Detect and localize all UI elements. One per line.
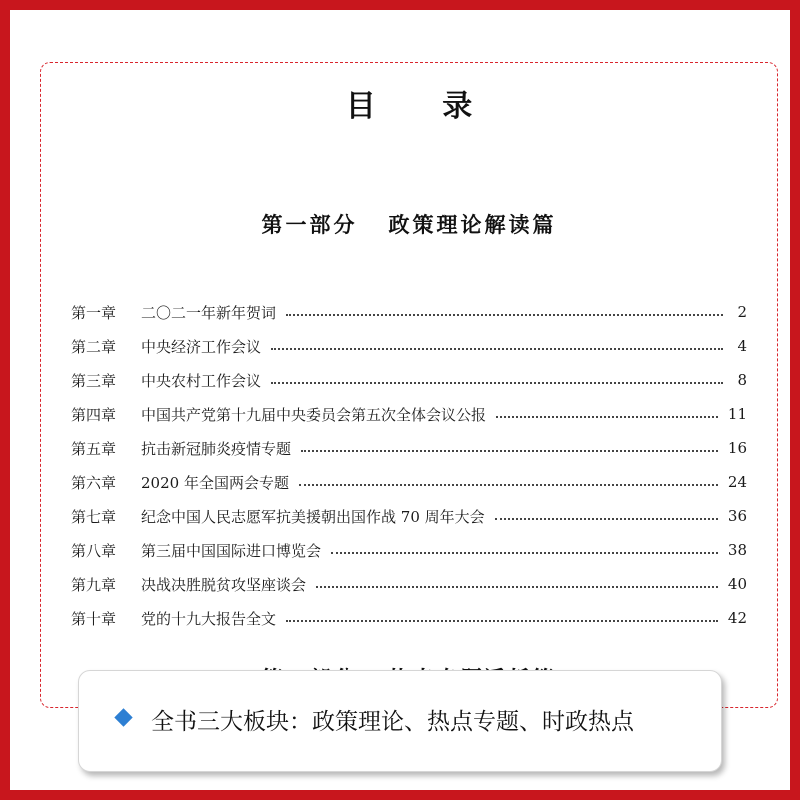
toc-chapter-name: 中央经济工作会议 bbox=[141, 337, 262, 356]
summary-text: 全书三大板块：政策理论、热点专题、时政热点 bbox=[151, 709, 634, 735]
toc-page-number: 8 bbox=[737, 371, 747, 389]
toc-chapter-label: 第八章 bbox=[71, 541, 117, 560]
toc-entry[interactable] bbox=[71, 295, 747, 329]
toc-page-number: 24 bbox=[727, 473, 747, 491]
toc-leader-dots bbox=[286, 620, 718, 622]
toc-entry[interactable] bbox=[71, 567, 747, 601]
toc-entry[interactable] bbox=[71, 363, 747, 397]
toc-chapter-name: 决战决胜脱贫攻坚座谈会 bbox=[141, 575, 307, 594]
toc-page-number: 42 bbox=[727, 609, 747, 627]
table-of-contents bbox=[71, 295, 747, 635]
toc-page-number: 2 bbox=[737, 303, 747, 321]
toc-chapter-label: 第三章 bbox=[71, 371, 117, 390]
toc-chapter-name: 中央农村工作会议 bbox=[141, 371, 262, 390]
toc-chapter-name: 纪念中国人民志愿军抗美援朝出国作战 70 周年大会 bbox=[141, 507, 485, 526]
toc-entry[interactable] bbox=[71, 533, 747, 567]
toc-chapter-label: 第四章 bbox=[71, 405, 117, 424]
part-one-title: 第一部分 政策理论解读篇 bbox=[261, 212, 557, 237]
toc-leader-dots bbox=[299, 484, 718, 486]
toc-leader-dots bbox=[286, 314, 723, 316]
toc-entry[interactable] bbox=[71, 601, 747, 635]
toc-entry[interactable] bbox=[71, 431, 747, 465]
toc-entry[interactable] bbox=[71, 499, 747, 533]
toc-chapter-name: 中国共产党第十九届中央委员会第五次全体会议公报 bbox=[141, 405, 487, 424]
contents-frame bbox=[40, 62, 778, 708]
toc-leader-dots bbox=[496, 416, 718, 418]
toc-page-number: 16 bbox=[727, 439, 747, 457]
toc-chapter-name: 第三届中国国际进口博览会 bbox=[141, 541, 322, 560]
toc-chapter-label: 第十章 bbox=[71, 609, 117, 628]
toc-leader-dots bbox=[316, 586, 718, 588]
toc-chapter-name: 二〇二一年新年贺词 bbox=[141, 303, 277, 322]
toc-chapter-label: 第五章 bbox=[71, 439, 117, 458]
toc-leader-dots bbox=[495, 518, 718, 520]
toc-leader-dots bbox=[301, 450, 718, 452]
contents-heading: 目 录 bbox=[345, 89, 501, 124]
toc-page-number: 40 bbox=[727, 575, 747, 593]
toc-chapter-name: 抗击新冠肺炎疫情专题 bbox=[141, 439, 292, 458]
toc-page-number: 4 bbox=[737, 337, 747, 355]
toc-page-number: 38 bbox=[727, 541, 747, 559]
toc-page-number: 36 bbox=[727, 507, 747, 525]
toc-page-number: 11 bbox=[727, 405, 747, 423]
toc-chapter-label: 第九章 bbox=[71, 575, 117, 594]
toc-leader-dots bbox=[271, 348, 723, 350]
toc-chapter-label: 第七章 bbox=[71, 507, 117, 526]
toc-chapter-label: 第二章 bbox=[71, 337, 117, 356]
toc-entry[interactable] bbox=[71, 329, 747, 363]
toc-leader-dots bbox=[271, 382, 723, 384]
toc-chapter-label: 第一章 bbox=[71, 303, 117, 322]
diamond-bullet-icon bbox=[114, 708, 132, 726]
toc-entry[interactable] bbox=[71, 397, 747, 431]
summary-card bbox=[78, 670, 722, 772]
toc-chapter-label: 第六章 bbox=[71, 473, 117, 492]
toc-entry[interactable] bbox=[71, 465, 747, 499]
toc-leader-dots bbox=[331, 552, 718, 554]
toc-chapter-name: 党的十九大报告全文 bbox=[141, 609, 277, 628]
toc-chapter-name: 2020 年全国两会专题 bbox=[141, 473, 289, 492]
